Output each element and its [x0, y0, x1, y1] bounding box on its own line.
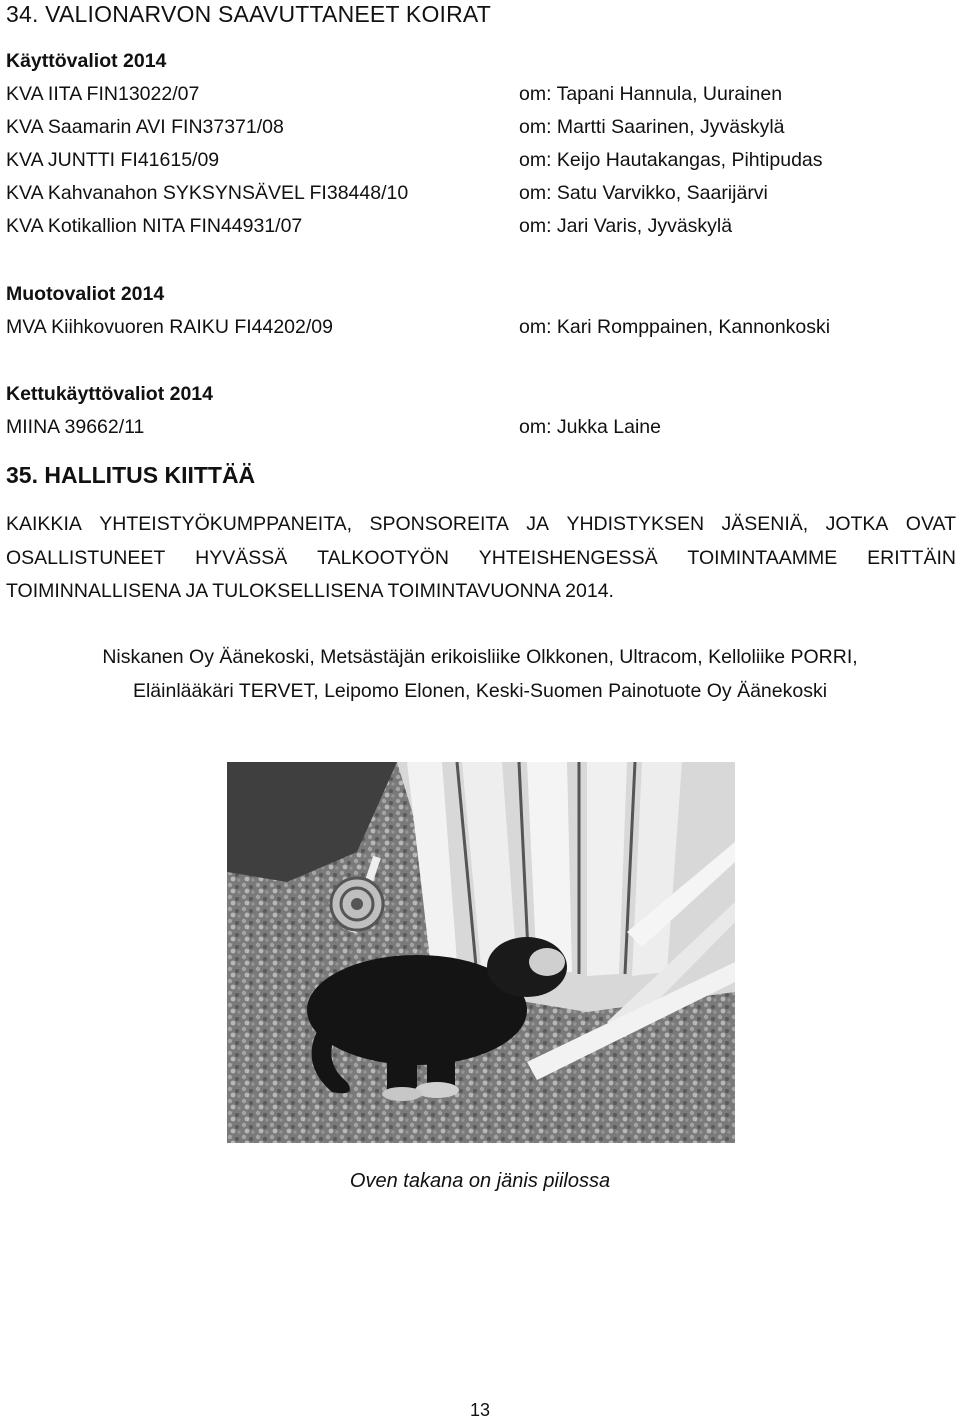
sponsor-line-1: Niskanen Oy Äänekoski, Metsästäjän erikoisliike Olkkonen, Ultracom, Kelloliike PORRI,	[102, 646, 858, 668]
word: YHDISTYKSEN	[566, 513, 705, 535]
word: SPONSOREITA	[369, 513, 509, 535]
dog-name: KVA Kotikallion NITA FIN44931/07	[6, 215, 303, 237]
owner: om: Tapani Hannula, Uurainen	[519, 83, 783, 105]
list-item	[6, 177, 956, 210]
dog-photo	[227, 762, 735, 1143]
section-kayttovaliot	[6, 45, 956, 243]
owner: om: Jukka Laine	[519, 416, 661, 438]
list-item	[6, 411, 956, 444]
section-35-heading: 35. HALLITUS KIITTÄÄ	[6, 462, 256, 488]
owner: om: Kari Romppainen, Kannonkoski	[519, 316, 831, 338]
section-title: Kettukäyttövaliot 2014	[6, 383, 213, 405]
sponsor-line-2: Eläinlääkäri TERVET, Leipomo Elonen, Keski-Suomen Painotuote Oy Äänekoski	[132, 679, 828, 702]
owner: om: Jari Varis, Jyväskylä	[519, 215, 733, 237]
page-number: 13	[469, 1400, 491, 1420]
dog-name: MVA Kiihkovuoren RAIKU FI44202/09	[6, 316, 333, 338]
word: TOIMINTAAMME	[687, 546, 838, 569]
dog-name: KVA Kahvanahon SYKSYNSÄVEL FI38448/10	[6, 182, 409, 204]
list-item	[6, 311, 956, 344]
list-item	[6, 144, 956, 177]
owner: om: Satu Varvikko, Saarijärvi	[519, 182, 768, 204]
word: YHTEISTYÖKUMPPANEITA,	[99, 513, 353, 535]
section-34-heading: 34. VALIONARVON SAAVUTTANEET KOIRAT	[6, 1, 492, 27]
word: YHTEISHENGESSÄ	[478, 546, 658, 569]
owner: om: Keijo Hautakangas, Pihtipudas	[519, 149, 823, 171]
section-title: Muotovaliot 2014	[6, 283, 165, 305]
sponsor-list	[0, 641, 960, 708]
word: TALKOOTYÖN	[317, 546, 449, 569]
dog-photo-icon	[227, 762, 735, 1143]
word: HYVÄSSÄ	[195, 546, 288, 569]
section-muotovaliot	[6, 278, 956, 344]
list-item	[6, 210, 956, 243]
word: JOTKA	[825, 513, 889, 535]
list-item	[6, 78, 956, 111]
word: JÄSENIÄ,	[721, 513, 809, 535]
thanks-paragraph	[6, 508, 956, 609]
dog-name: KVA JUNTTI FI41615/09	[6, 149, 220, 171]
dog-name: MIINA 39662/11	[6, 416, 145, 438]
section-title: Käyttövaliot 2014	[6, 50, 167, 72]
thanks-line-1	[6, 508, 956, 542]
word: KAIKKIA	[6, 513, 82, 535]
dog-name: KVA Saamarin AVI FIN37371/08	[6, 116, 284, 138]
word: JA	[526, 513, 550, 535]
owner: om: Martti Saarinen, Jyväskylä	[519, 116, 785, 138]
word: OSALLISTUNEET	[6, 546, 166, 569]
word: OVAT	[905, 513, 956, 535]
thanks-line-3: TOIMINNALLISENA JA TULOKSELLISENA TOIMINTAVUONNA 2014.	[6, 580, 614, 602]
photo-caption: Oven takana on jänis piilossa	[349, 1170, 611, 1192]
thanks-line-2	[6, 542, 956, 576]
word: ERITTÄIN	[867, 546, 956, 569]
list-item	[6, 111, 956, 144]
section-kettukayttovaliot	[6, 378, 956, 444]
dog-name: KVA IITA FIN13022/07	[6, 83, 200, 105]
